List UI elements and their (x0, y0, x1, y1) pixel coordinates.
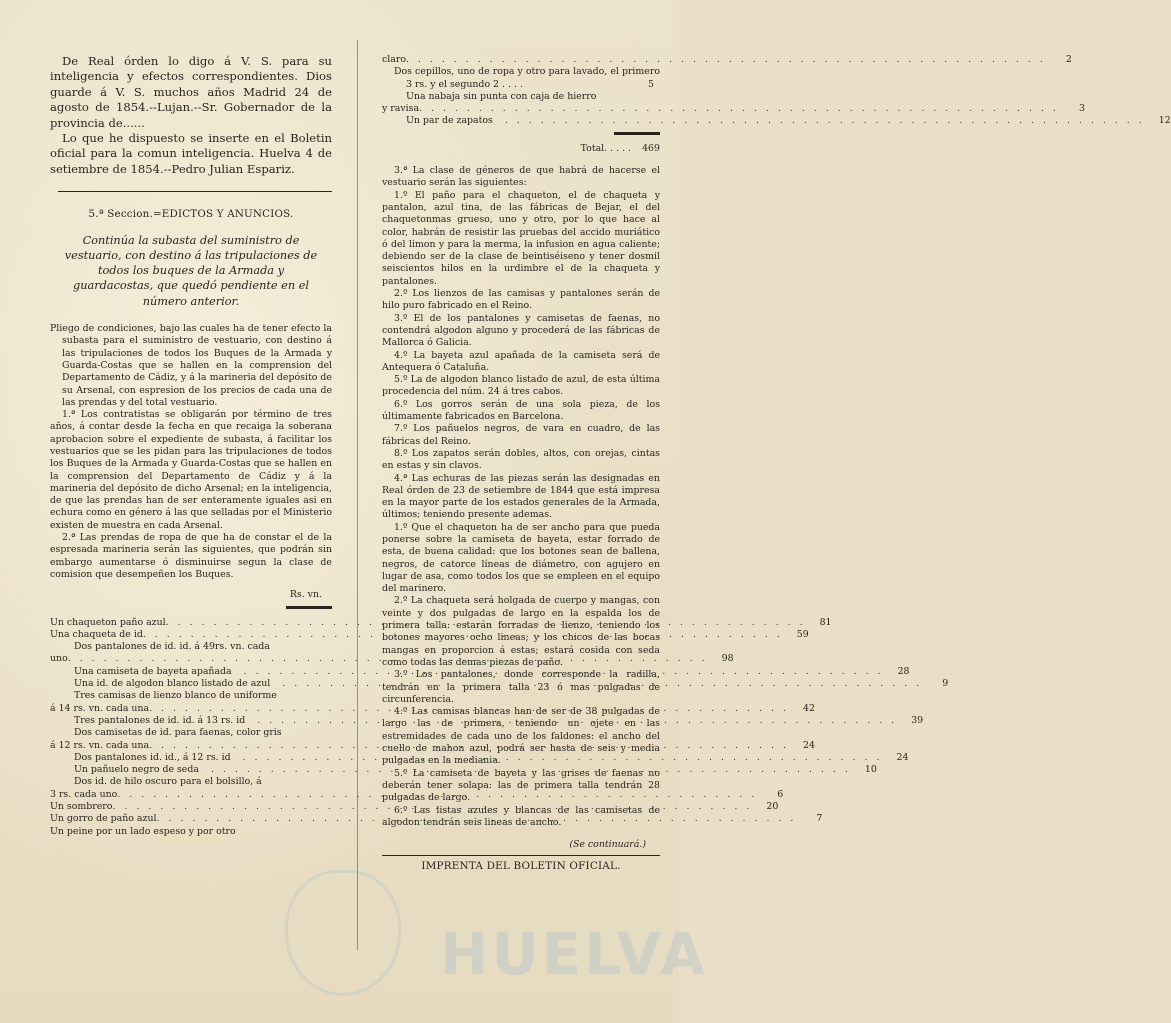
list-item: Tres camisas de lienzo blanco de uniforme (74, 690, 277, 702)
clause-paragraph: 1.º El paño para el chaqueton, el de chaqueta y pantalon, azul tina, de las fábricas de Bejar, el del chaquetonmas grueso, uno y otro, por lo que hace al color, habrán de resistir las pruebas del accido muriático ó del limon y para la merma, la infusion en agua caliente; debiendo ser de la clase de beintiséiseno y tener dosmil seiscientos hilos en la urdimbre el de la chaqueta y pantalones. (382, 189, 660, 287)
subasta-title: Continúa la subasta del suministro de vestuario, con destino á las tripulaciones de todos los buques de la Armada y guardacostas, que quedó pendiente en el número anterior. (64, 233, 318, 308)
list-item: Dos pantalones de id. id. á 49rs. vn. cada (74, 641, 270, 653)
list-item: claro . . . 2 (382, 54, 660, 66)
garment-price-list-continued (382, 54, 1171, 128)
clause-paragraph: 5.º La camiseta de bayeta y las grises de faenas no deberán tener solapa: las de primera talla tendrán 28 pulgadas de largo. (382, 767, 660, 804)
list-item: Tres pantalones de id. id. á 13 rs. id . . . 39 (50, 715, 332, 727)
clause-paragraph: 4.ª Las echuras de las piezas serán las designadas en Real órden de 23 de setiembre de 1844 que está impresa en la mayor parte de los estados generales de la Armada, últimos; teniendo presente ademas. (382, 472, 660, 521)
clause-2-paragraph: 2.ª Las prendas de ropa de que ha de constar el de la espresada marineria serán las siguientes, que podrán sin embargo aumentarse ó disminuirse segun la clase de comision que desempeñen los Buques. (50, 532, 332, 580)
list-item: y ravisa . . . 3 (382, 103, 660, 115)
total-value: 469 (642, 142, 660, 154)
currency-header: Rs. vn. (289, 589, 322, 601)
clause-paragraph: 3.ª La clase de géneros de que habrá de hacerse el vestuario serán las siguientes: (382, 165, 660, 189)
currency-rule (286, 606, 332, 609)
list-item: Un chaqueton paño azul . . . 81 (50, 617, 332, 629)
clause-paragraph: 6.º Los gorros serán de una sola pieza, de los últimamente fabricados en Barcelona. (382, 398, 660, 423)
clause-1-paragraph: 1.ª Los contratistas se obligarán por término de tres años, á contar desde la fecha en que recaiga la soberana aprobacion sobre el expediente de subasta, á facilitar los vestuarios que se les pidan para las tripulaciones de todos los Buques de la Armada y Guarda-Costas que se hallen en la comprension del Departamento de Cádiz y á la marineria del depósito de dicho Arsenal; en la inteligencia, de que las prendas han de ser enteramente iguales asi en echura como en género á las que selladas por el Ministerio existen de muestra en cada Arsenal. (50, 409, 332, 531)
clause-paragraph: 4.º Las camisas blancas han de ser de 38 pulgadas de largo las de primera, teniendo un ojete en las estremidades de cada uno de los faldones: el ancho del cuello de mahon azul, podrá ser hasta de seis y media pulgadas en la mediania. (382, 706, 660, 767)
list-item: Una chaqueta de id . . . 59 (50, 629, 332, 641)
section-heading: 5.ª Seccion.=EDICTOS Y ANUNCIOS. (88, 208, 294, 221)
total-label: Total. (580, 142, 608, 154)
royal-order-paragraph: De Real órden lo digo á V. S. para su inteligencia y efectos correspondientes. Dios guarde á V. S. muchos años Madrid 24 de agosto de 1854.--Lujan.--Sr. Gobernador de la provincia de...... (50, 54, 332, 130)
imprenta-rule (382, 855, 660, 856)
list-item: Una id. de algodon blanco listado de azul . . . 9 (50, 678, 332, 690)
list-item: á 14 rs. vn. cada una . . . 42 (50, 703, 332, 715)
section-rule (58, 191, 332, 192)
clause-paragraph: 7.º Los pañuelos negros, de vara en cuadro, de las fábricas del Reino. (382, 423, 660, 447)
watermark-huelva: HUELVA (440, 920, 709, 988)
list-item: Un peine por un lado espeso y por otro (50, 825, 236, 837)
list-item: 3 rs. cada uno . . . 6 (50, 789, 332, 801)
list-item: Un sombrero . . . 20 (50, 801, 332, 813)
list-item: Una nabaja sin punta con caja de hierro (406, 90, 597, 102)
total-row: Total. . . . . 469 (580, 142, 660, 154)
list-item: Un gorro de paño azul . . . 7 (50, 813, 332, 825)
pliego-paragraph: Pliego de condiciones, bajo las cuales ha de tener efecto la subasta para el suministro de vestuario, con destino á las tripulaciones de todos los Buques de la Armada y Guarda-Costas que se hallen en la comprension del Departamento de Cádiz, y á la marineria del depósito de su Arsenal, con espresion de los precios de cada una de las prendas y del total vestuario. (50, 323, 332, 408)
clause-paragraph: 5.º La de algodon blanco listado de azul, de esta última procedencia del núm. 24 á tres cabos. (382, 374, 660, 398)
clause-paragraph: 8.º Los zapatos serán dobles, altos, con orejas, cintas en estas y sin clavos. (382, 447, 660, 472)
insertion-paragraph: Lo que he dispuesto se inserte en el Boletin oficial para la comun inteligencia. Huelva 4 de setiembre de 1854.--Pedro Julian Espariz. (50, 131, 332, 176)
list-item: Dos pantalones id. id., á 12 rs. id . . . 24 (50, 752, 332, 764)
clause-paragraph: 3.º El de los pantalones y camisetas de faenas, no contendrá algodon alguno y procederá de las fábricas de Mallorca ó Galicia. (382, 312, 660, 349)
list-item: Un par de zapatos . . . 12 (382, 115, 660, 127)
list-item: Una camiseta de bayeta apañada . . . 28 (50, 666, 332, 678)
list-item: á 12 rs. vn. cada una . . . 24 (50, 740, 332, 752)
total-rule (614, 132, 660, 135)
printer-imprint: IMPRENTA DEL BOLETIN OFICIAL. (421, 860, 621, 873)
list-item: Dos cepillos, uno de ropa y otro para lavado, el primero 3 rs. y el segundo 2 . . . . 5 (394, 66, 660, 90)
clause-paragraph: 1.º Que el chaqueton ha de ser ancho para que pueda ponerse sobre la camiseta de bayeta, estar forrado de esta, de buena calidad: que los botones sean de ballena, negros, de catorce líneas de diámetro, con agujero en lugar de asa, como todos los que se empleen en el equipo del marinero. (382, 521, 660, 595)
list-item: Dos id. de hilo oscuro para el bolsillo, á (74, 776, 262, 788)
clause-paragraph: 2.º La chaqueta será holgada de cuerpo y mangas, con veinte y dos pulgadas de largo en la espalda los de primera talla: estarán forradas de lienzo, teniendo los botones mayores ocho lineas, y los chicos de las bocas mangas en proporcion á estas; estará cosida con seda como todas las demas piezas de paño. (382, 595, 660, 668)
list-item: Un pañuelo negro de seda . . . 10 (50, 764, 332, 776)
clause-paragraph: 2.º Los lienzos de las camisas y pantalones serán de hilo puro fabricado en el Reino. (382, 288, 660, 312)
watermark-seal (285, 870, 401, 996)
list-item: Dos camisetas de id. para faenas, color gris (74, 727, 282, 739)
clause-paragraph: 6.º Las listas azules y blancas de las camisetas de algodon tendrán seis lineas de ancho. (382, 804, 660, 828)
clause-paragraph: 3.º Los pantalones, donde corresponde la radilla, tendrán en la primera talla 23 ó mas pulgadas de circunferencia. (382, 669, 660, 705)
clause-paragraph: 4.º La bayeta azul apañada de la camiseta será de Antequera ó Cataluña. (382, 349, 660, 373)
continued-note: (Se continuará.) (569, 839, 646, 851)
list-item: uno . . . 98 (50, 653, 332, 665)
